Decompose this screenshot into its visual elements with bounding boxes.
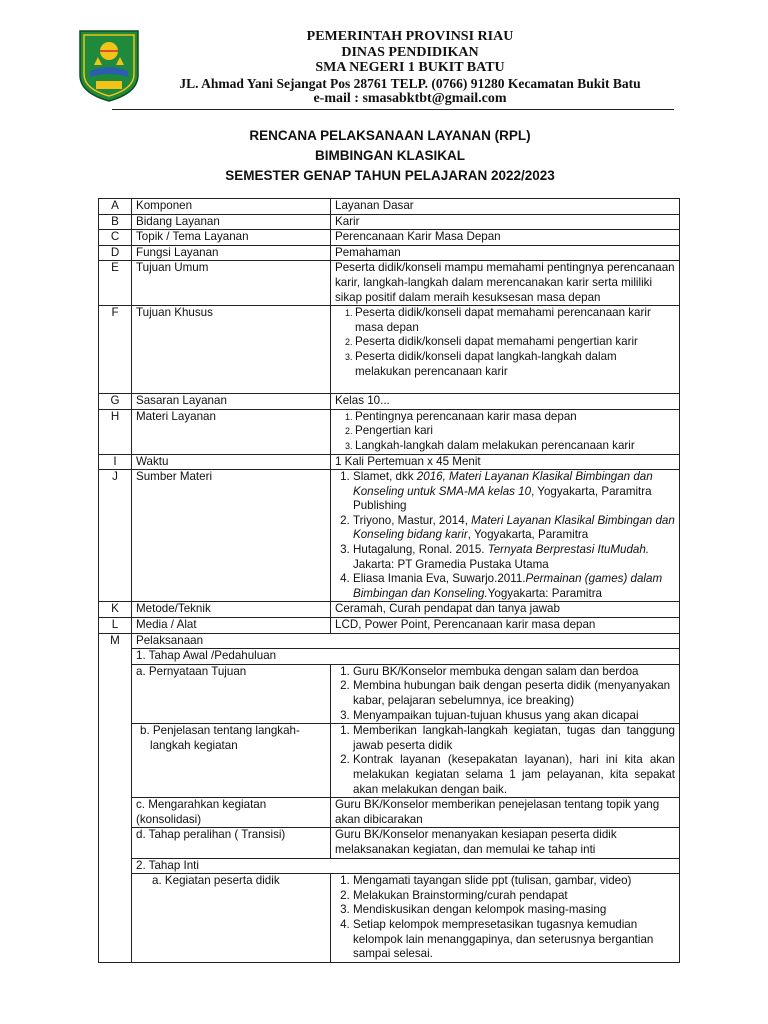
letterhead (140, 29, 680, 107)
step-value (331, 664, 680, 723)
row-label: Waktu (132, 454, 331, 470)
row-letter: I (99, 454, 132, 470)
list-item: 1. Peserta didik/konseli dapat memahami perencanaan karir masa depan (355, 306, 675, 335)
row-label: Bidang Layanan (132, 214, 331, 230)
list-item: 2. Membina hubungan baik dengan peserta didik (menyanyakan kabar, pelajaran sebelumnya, ice breaking) (353, 679, 675, 708)
row-letter: H (99, 409, 132, 454)
school-email: e-mail : smasabktbt@gmail.com (313, 91, 507, 107)
row-label: Komponen (132, 199, 331, 215)
row-value: Perencanaan Karir Masa Depan (331, 230, 680, 246)
table-row (99, 649, 680, 665)
step-label: c. Mengarahkan kegiatan (konsolidasi) (132, 798, 331, 828)
row-letter: K (99, 602, 132, 618)
doc-title-3: SEMESTER GENAP TAHUN PELAJARAN 2022/2023 (225, 168, 555, 183)
row-label: Tujuan Umum (132, 261, 331, 306)
table-row (99, 199, 680, 215)
step-value: Guru BK/Konselor menanyakan kesiapan peserta didik melaksanakan kegiatan, dan memulai ke tahap inti (331, 828, 680, 858)
row-letter: D (99, 245, 132, 261)
row-value: Kelas 10... (331, 394, 680, 410)
step-value: Guru BK/Konselor memberikan penejelasan tentang topik yang akan dibicarakan (331, 798, 680, 828)
row-value: Pemahaman (331, 245, 680, 261)
list-item: 2. Pengertian kari (355, 424, 675, 439)
table-row (99, 261, 680, 306)
table-row (99, 874, 680, 963)
row-label: Sumber Materi (132, 470, 331, 602)
step-label: a. Kegiatan peserta didik (132, 874, 331, 963)
list-item: 3. Peserta didik/konseli dapat langkah-langkah dalam melakukan perencanaan karir (355, 350, 675, 379)
row-value: Layanan Dasar (331, 199, 680, 215)
step-value (331, 874, 680, 963)
step-label: a. Pernyataan Tujuan (132, 664, 331, 723)
row-letter: M (99, 633, 132, 649)
table-row (99, 245, 680, 261)
row-label: Fungsi Layanan (132, 245, 331, 261)
list-item: 2. Kontrak layanan (kesepakatan layanan), hari ini kita akan melakukan kegiatan selama 1 jam pelayanan, kita sepakat akan melakukan dengan baik. (353, 753, 675, 797)
table-row (99, 618, 680, 634)
source-item: 2. Triyono, Mastur, 2014, Materi Layanan Klasikal Bimbingan dan Konseling bidang karir, Yogyakarta, Paramitra (353, 514, 675, 543)
row-letter: L (99, 618, 132, 634)
row-letter: B (99, 214, 132, 230)
row-letter: J (99, 470, 132, 602)
row-letter: F (99, 306, 132, 394)
office-name: DINAS PENDIDIKAN (341, 44, 479, 60)
table-row (99, 858, 680, 874)
table-row (99, 470, 680, 602)
table-row (99, 394, 680, 410)
row-letter: C (99, 230, 132, 246)
letterhead-divider (112, 109, 674, 110)
school-name: SMA NEGERI 1 BUKIT BATU (315, 60, 505, 76)
step-label: d. Tahap peralihan ( Transisi) (132, 828, 331, 858)
row-value (331, 470, 680, 602)
row-value (331, 409, 680, 454)
row-label: Tujuan Khusus (132, 306, 331, 394)
row-value: Peserta didik/konseli mampu memahami pentingnya perencanaan karir, langkah-langkah dalam merencanakan karir serta mililiki sikap positif dalam meraih kesuksesan masa depan (331, 261, 680, 306)
row-letter: E (99, 261, 132, 306)
list-item: 2. Melakukan Brainstorming/curah pendapat (353, 889, 675, 904)
rpl-table (98, 198, 680, 963)
table-row (99, 454, 680, 470)
step-label: b. Penjelasan tentang langkah-langkah kegiatan (132, 724, 331, 798)
list-item: 1. Guru BK/Konselor membuka dengan salam dan berdoa (353, 665, 675, 680)
riau-province-logo (78, 27, 140, 103)
list-item: 4. Setiap kelompok mempresetasikan tugasnya kemudian kelompok lain menanggapinya, dan seterusnya bergantian sampai selesai. (353, 918, 675, 962)
row-value (331, 306, 680, 394)
school-address: JL. Ahmad Yani Sejangat Pos 28761 TELP. (0766) 91280 Kecamatan Bukit Batu (179, 75, 641, 91)
row-label: Sasaran Layanan (132, 394, 331, 410)
row-value: LCD, Power Point, Perencanaan karir masa depan (331, 618, 680, 634)
list-item: 2. Peserta didik/konseli dapat memahami pengertian karir (355, 335, 675, 350)
list-item: 1. Memberikan langkah-langkah kegiatan, tugas dan tanggung jawab peserta didik (353, 724, 675, 753)
doc-title-2: BIMBINGAN KLASIKAL (315, 148, 465, 163)
list-item: 3. Langkah-langkah dalam melakukan perencanaan karir (355, 439, 675, 454)
row-label: Media / Alat (132, 618, 331, 634)
row-value: 1 Kali Pertemuan x 45 Menit (331, 454, 680, 470)
stage-heading: 2. Tahap Inti (132, 858, 680, 874)
table-row (99, 664, 680, 723)
table-row (99, 633, 680, 649)
row-value: Ceramah, Curah pendapat dan tanya jawab (331, 602, 680, 618)
table-row (99, 306, 680, 394)
table-row (99, 828, 680, 858)
source-item: 1. Slamet, dkk 2016, Materi Layanan Klasikal Bimbingan dan Konseling untuk SMA-MA kelas 10, Yogyakarta, Paramitra Publishing (353, 470, 675, 514)
row-letter: G (99, 394, 132, 410)
table-row (99, 724, 680, 798)
table-row (99, 602, 680, 618)
gov-name: PEMERINTAH PROVINSI RIAU (306, 29, 514, 44)
table-row (99, 230, 680, 246)
table-row (99, 409, 680, 454)
source-item: 4. Eliasa Imania Eva, Suwarjo.2011.Permainan (games) dalam Bimbingan dan Konseling.Yogyakarta: Paramitra (353, 572, 675, 601)
row-label: Materi Layanan (132, 409, 331, 454)
row-value: Karir (331, 214, 680, 230)
row-label: Topik / Tema Layanan (132, 230, 331, 246)
doc-title-1: RENCANA PELAKSANAAN LAYANAN (RPL) (249, 128, 531, 143)
table-row (99, 798, 680, 828)
source-item: 3. Hutagalung, Ronal. 2015. Ternyata Berprestasi ItuMudah. Jakarta: PT Gramedia Pustaka Utama (353, 543, 675, 572)
table-row (99, 214, 680, 230)
row-label: Pelaksanaan (132, 633, 680, 649)
row-label: Metode/Teknik (132, 602, 331, 618)
step-value (331, 724, 680, 798)
stage-heading: 1. Tahap Awal /Pedahuluan (132, 649, 680, 665)
list-item: 1. Mengamati tayangan slide ppt (tulisan, gambar, video) (353, 874, 675, 889)
list-item: 3. Menyampaikan tujuan-tujuan khusus yang akan dicapai (353, 709, 675, 724)
list-item: 3. Mendiskusikan dengan kelompok masing-masing (353, 903, 675, 918)
list-item: 1. Pentingnya perencanaan karir masa depan (355, 410, 675, 425)
row-letter: A (99, 199, 132, 215)
